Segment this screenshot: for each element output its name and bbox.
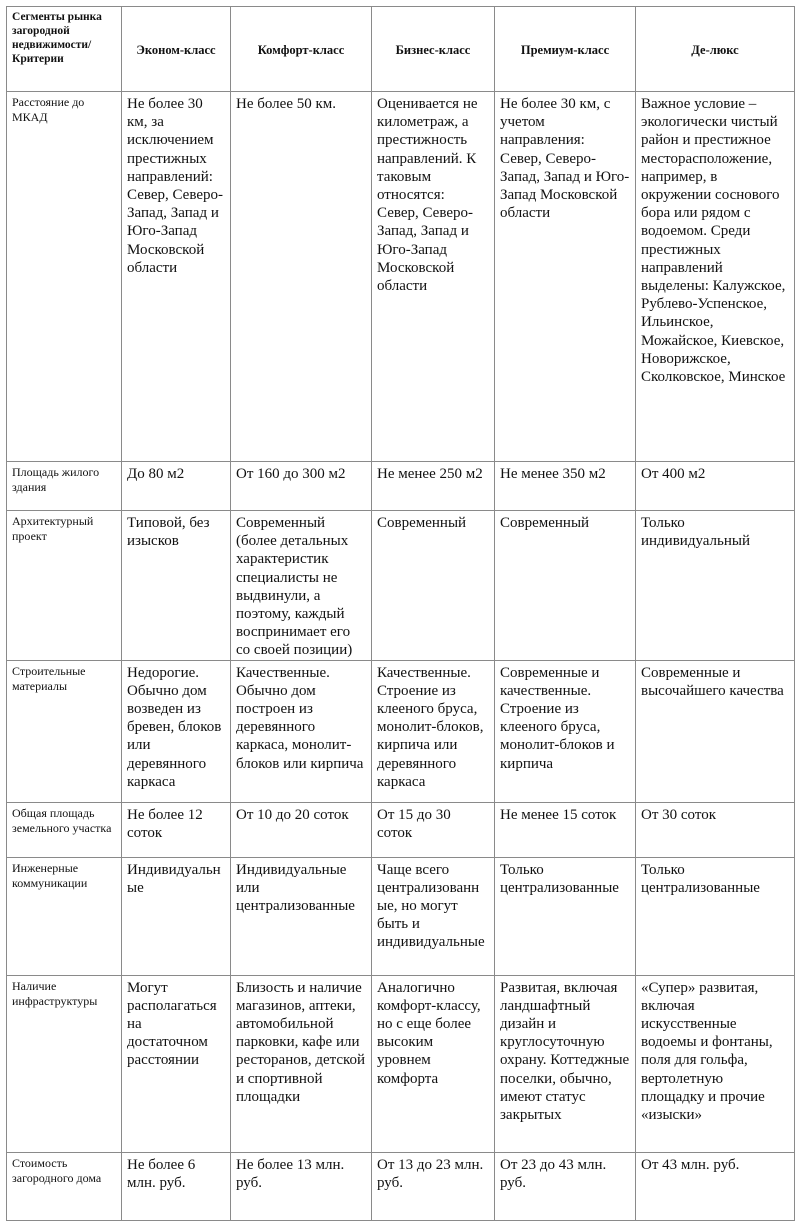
table-cell: Недорогие. Обычно дом возведен из бревен, блоков или деревянного каркаса — [122, 660, 231, 802]
table-cell: Не менее 15 соток — [495, 802, 636, 857]
column-header-business: Бизнес-класс — [372, 7, 495, 92]
table-cell: Только централизованные — [495, 857, 636, 975]
table-cell: Не более 30 км, с учетом направления: Север, Северо-Запад, Запад и Юго-Запад Московской области — [495, 92, 636, 462]
criterion-materials: Строительные материалы — [7, 660, 122, 802]
criterion-infrastructure: Наличие инфраструктуры — [7, 975, 122, 1152]
table-cell: Качественные. Обычно дом построен из деревянного каркаса, монолит-блоков или кирпича — [231, 660, 372, 802]
table-cell: Развитая, включая ландшафтный дизайн и круглосуточную охрану. Коттеджные поселки, обычно, имеют статус закрытых — [495, 975, 636, 1152]
table-cell: Не более 6 млн. руб. — [122, 1152, 231, 1220]
table-cell: Чаще всего централизованн ые, но могут быть и индивидуальные — [372, 857, 495, 975]
criterion-utilities: Инженерные коммуникации — [7, 857, 122, 975]
corner-header: Сегменты рынка загородной недвижимости/ Критерии — [7, 7, 122, 92]
table-cell: Современный (более детальных характеристик специалисты не выдвинули, а поэтому, каждый воспринимает его со своей позиции) — [231, 511, 372, 661]
criterion-land-area: Общая площадь земельного участка — [7, 802, 122, 857]
table-cell: Современный — [495, 511, 636, 661]
column-header-premium: Премиум-класс — [495, 7, 636, 92]
table-cell: Не менее 250 м2 — [372, 462, 495, 511]
table-row — [7, 975, 795, 1152]
criterion-architecture: Архитектурный проект — [7, 511, 122, 661]
table-cell: Типовой, без изысков — [122, 511, 231, 661]
table-cell: Не менее 350 м2 — [495, 462, 636, 511]
table-row — [7, 92, 795, 462]
table-cell: Качественные. Строение из клееного бруса, монолит-блоков, кирпича или деревянного каркаса — [372, 660, 495, 802]
table-row — [7, 660, 795, 802]
table-cell: Не более 12 соток — [122, 802, 231, 857]
table-row — [7, 802, 795, 857]
table-cell: «Супер» развитая, включая искусственные водоемы и фонтаны, поля для гольфа, вертолетную площадку и прочие «изыски» — [636, 975, 795, 1152]
table-cell: Индивидуальн ые — [122, 857, 231, 975]
table-cell: Современный — [372, 511, 495, 661]
table-cell: Только централизованные — [636, 857, 795, 975]
header-row — [7, 7, 795, 92]
table-cell: От 43 млн. руб. — [636, 1152, 795, 1220]
table-cell: До 80 м2 — [122, 462, 231, 511]
table-cell: Только индивидуальный — [636, 511, 795, 661]
criterion-distance: Расстояние до МКАД — [7, 92, 122, 462]
table-cell: Оценивается не километраж, а престижность направлений. К таковым относятся: Север, Северо-Запад, Запад и Юго-Запад Московской области — [372, 92, 495, 462]
column-header-comfort: Комфорт-класс — [231, 7, 372, 92]
table-row — [7, 462, 795, 511]
table-cell: Могут располагаться на достаточном расстоянии — [122, 975, 231, 1152]
column-header-econom: Эконом-класс — [122, 7, 231, 92]
table-cell: Важное условие – экологически чистый район и престижное месторасположение, например, в окружении соснового бора или рядом с водоемом. Среди престижных направлений выделены: Калужское, Рублево-Успенское, Ильинское, Можайское, Киевское, Новорижское, Сколковское, Минское — [636, 92, 795, 462]
table-cell: Современные и высочайшего качества — [636, 660, 795, 802]
table-cell: Не более 30 км, за исключением престижных направлений: Север, Северо-Запад, Запад и Юго-Запад Московской области — [122, 92, 231, 462]
table-row — [7, 511, 795, 661]
table-cell: От 30 соток — [636, 802, 795, 857]
table-cell: Не более 13 млн. руб. — [231, 1152, 372, 1220]
table-cell: Индивидуальные или централизованные — [231, 857, 372, 975]
criterion-living-area: Площадь жилого здания — [7, 462, 122, 511]
criterion-price: Стоимость загородного дома — [7, 1152, 122, 1220]
table-cell: От 23 до 43 млн. руб. — [495, 1152, 636, 1220]
table-cell: Не более 50 км. — [231, 92, 372, 462]
table-cell: От 15 до 30 соток — [372, 802, 495, 857]
segments-table — [6, 6, 795, 1221]
table-cell: От 13 до 23 млн. руб. — [372, 1152, 495, 1220]
column-header-deluxe: Де-люкс — [636, 7, 795, 92]
table-cell: Аналогично комфорт-классу, но с еще более высоким уровнем комфорта — [372, 975, 495, 1152]
table-cell: Современные и качественные. Строение из клееного бруса, монолит-блоков и кирпича — [495, 660, 636, 802]
table-cell: От 160 до 300 м2 — [231, 462, 372, 511]
table-row — [7, 857, 795, 975]
table-row — [7, 1152, 795, 1220]
table-cell: Близость и наличие магазинов, аптеки, автомобильной парковки, кафе или ресторанов, детской и спортивной площадки — [231, 975, 372, 1152]
table-cell: От 400 м2 — [636, 462, 795, 511]
table-cell: От 10 до 20 соток — [231, 802, 372, 857]
